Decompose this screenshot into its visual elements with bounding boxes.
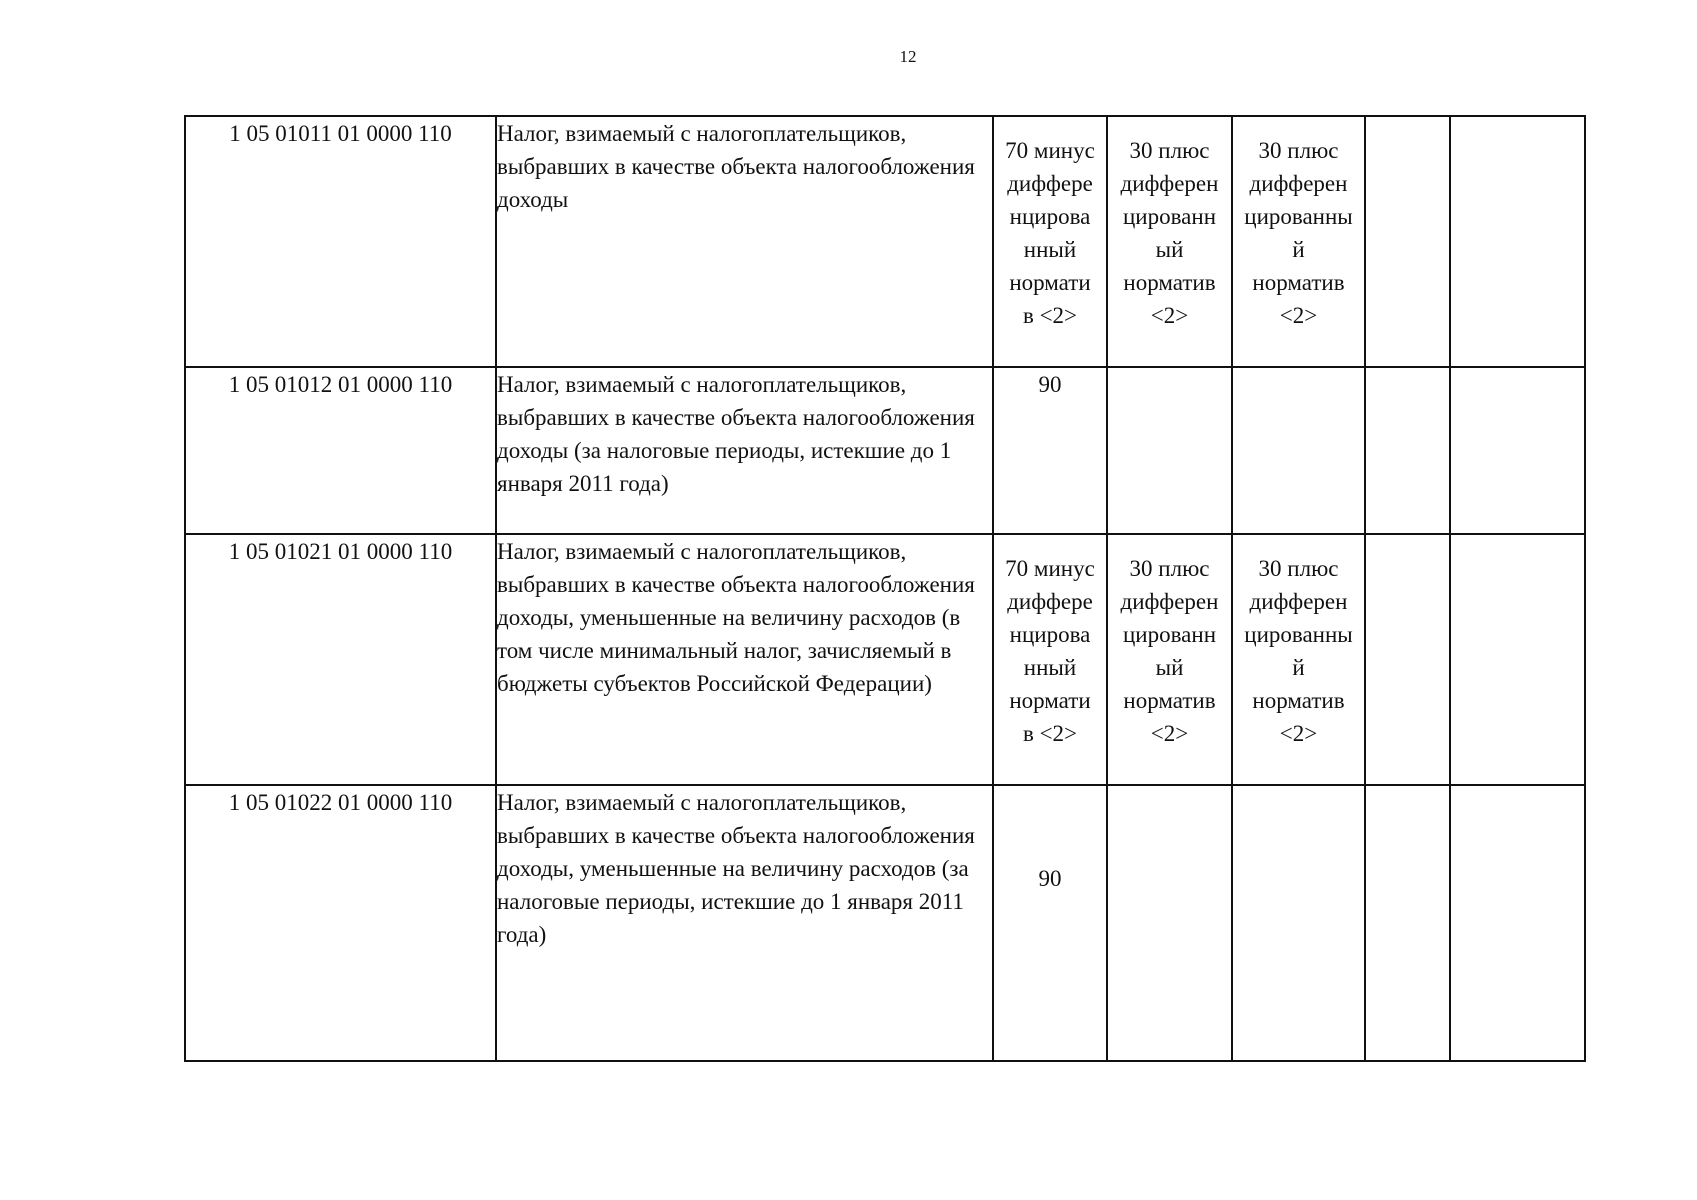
code-cell: 1 05 01021 01 0000 110 — [185, 534, 496, 785]
extra-cell-2 — [1450, 785, 1585, 1061]
norm-cell-1 — [993, 116, 1107, 367]
extra-cell-1 — [1365, 534, 1450, 785]
norm-cell-2 — [1107, 785, 1232, 1061]
code-cell: 1 05 01022 01 0000 110 — [185, 785, 496, 1061]
name-cell: Налог, взимаемый с налогоплательщиков, выбравших в качестве объекта налогообложения доходы (за налоговые периоды, истекшие до 1 января 2011 года) — [496, 367, 993, 534]
norm-cell-1 — [993, 367, 1107, 534]
norm-text: 30 плюс дифферен цированны й норматив <2> — [1244, 556, 1353, 746]
table-row — [185, 367, 1585, 534]
norm-text: 30 плюс дифферен цированн ый норматив <2> — [1120, 556, 1219, 746]
norm-text: 70 минус диффере нцирова нный нормати в <2> — [1005, 138, 1095, 328]
extra-cell-1 — [1365, 785, 1450, 1061]
norm-text: 70 минус диффере нцирова нный нормати в <2> — [1005, 556, 1095, 746]
norm-cell-3 — [1232, 367, 1365, 534]
extra-cell-2 — [1450, 116, 1585, 367]
norm-cell-1 — [993, 785, 1107, 1061]
code-cell: 1 05 01011 01 0000 110 — [185, 116, 496, 367]
norm-cell-2 — [1107, 367, 1232, 534]
name-cell: Налог, взимаемый с налогоплательщиков, выбравших в качестве объекта налогообложения доходы — [496, 116, 993, 367]
norm-cell-2 — [1107, 534, 1232, 785]
budget-classification-table — [184, 115, 1586, 1062]
norm-text: 90 — [1038, 866, 1062, 891]
table-row — [185, 534, 1585, 785]
table-row — [185, 785, 1585, 1061]
table-row — [185, 116, 1585, 367]
norm-cell-3 — [1232, 116, 1365, 367]
name-cell: Налог, взимаемый с налогоплательщиков, выбравших в качестве объекта налогообложения доходы, уменьшенные на величину расходов (за налоговые периоды, истекшие до 1 января 2011 года) — [496, 785, 993, 1061]
norm-cell-3 — [1232, 534, 1365, 785]
page-number: 12 — [899, 47, 917, 66]
extra-cell-1 — [1365, 367, 1450, 534]
norm-cell-2 — [1107, 116, 1232, 367]
name-cell: Налог, взимаемый с налогоплательщиков, выбравших в качестве объекта налогообложения доходы, уменьшенные на величину расходов (в том числе минимальный налог, зачисляемый в бюджеты субъектов Российской Федерации) — [496, 534, 993, 785]
norm-text: 90 — [1038, 372, 1062, 397]
code-cell: 1 05 01012 01 0000 110 — [185, 367, 496, 534]
extra-cell-2 — [1450, 367, 1585, 534]
extra-cell-2 — [1450, 534, 1585, 785]
extra-cell-1 — [1365, 116, 1450, 367]
norm-cell-1 — [993, 534, 1107, 785]
norm-cell-3 — [1232, 785, 1365, 1061]
norm-text: 30 плюс дифферен цированны й норматив <2> — [1244, 138, 1353, 328]
norm-text: 30 плюс дифферен цированн ый норматив <2> — [1120, 138, 1219, 328]
